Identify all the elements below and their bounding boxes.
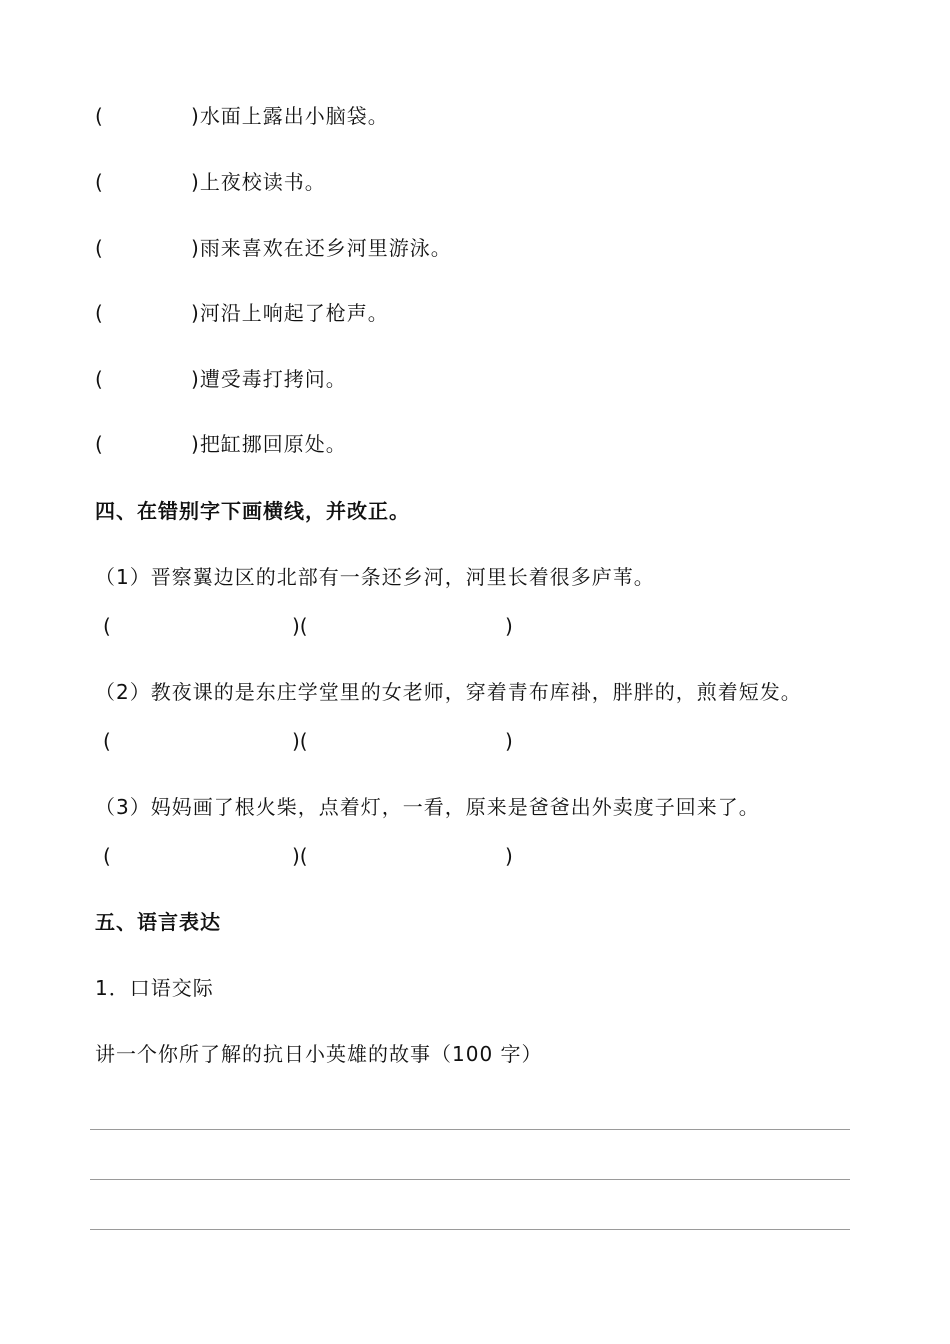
close-paren: ) — [191, 367, 200, 391]
section-5-title: 五、语言表达 — [95, 910, 221, 934]
fill-item — [95, 430, 347, 458]
section-5-subtitle: 1．口语交际 — [95, 976, 214, 1000]
fill-item — [95, 299, 389, 327]
fill-item-text: 河沿上响起了枪声。 — [199, 301, 389, 325]
section-4-title: 四、在错别字下画横线，并改正。 — [95, 499, 410, 523]
fill-item — [95, 102, 389, 130]
section-5-prompt: 讲一个你所了解的抗日小英雄的故事（100 字） — [95, 1042, 543, 1066]
open-paren: ( — [95, 301, 104, 325]
close-paren: ) — [191, 301, 200, 325]
open-paren: ( — [95, 236, 104, 260]
section-4-item-2: （2）教夜课的是东庄学堂里的女老师，穿着青布库褂，胖胖的，煎着短发。 — [95, 680, 802, 704]
open-paren: ( — [95, 432, 104, 456]
section-4-item-3: （3）妈妈画了根火柴，点着灯，一看，原来是爸爸出外卖度子回来了。 — [95, 795, 760, 819]
fill-item-text: 遭受毒打拷问。 — [199, 367, 347, 391]
section-4-item-1: （1）晋察翼边区的北部有一条还乡河，河里长着很多庐苇。 — [95, 565, 655, 589]
close-paren: ) — [191, 170, 200, 194]
close-paren: ) — [191, 432, 200, 456]
fill-item — [95, 168, 326, 196]
fill-item-text: 上夜校读书。 — [199, 170, 326, 194]
open-paren: ( — [95, 170, 104, 194]
open-paren: ( — [95, 367, 104, 391]
fill-item-text: 水面上露出小脑袋。 — [199, 104, 389, 128]
close-paren: ) — [191, 236, 200, 260]
fill-item — [95, 234, 452, 262]
writing-line[interactable] — [90, 1229, 850, 1230]
fill-item-text: 把缸挪回原处。 — [199, 432, 347, 456]
writing-line[interactable] — [90, 1179, 850, 1180]
writing-line[interactable] — [90, 1129, 850, 1130]
fill-item — [95, 365, 347, 393]
worksheet-page: ( )水面上露出小脑袋。 ( )上夜校读书。 ( )雨来喜欢在还乡河里游泳。 ( )河沿上响起了枪声。 ( )遭受毒打拷问。 ( )把缸挪回原处。 四、在错别字下画横线，并改正。 （1）晋察翼边区的北部有一条还乡河，河里长着很多庐苇。 ( )( ) （2）教夜课的是东庄学堂里的女老师，穿着青布库褂，胖胖的，煎着短发。 ( )( ) （3）妈妈画了根火柴，点着灯，一看，原来是爸爸出外卖度子回来了。 ( )( ) 五、语言表达 1．口语交际 讲一个你所了解的抗日小英雄的故事（100 字） — [0, 0, 950, 1344]
fill-item-text: 雨来喜欢在还乡河里游泳。 — [199, 236, 452, 260]
close-paren: ) — [191, 104, 200, 128]
open-paren: ( — [95, 104, 104, 128]
